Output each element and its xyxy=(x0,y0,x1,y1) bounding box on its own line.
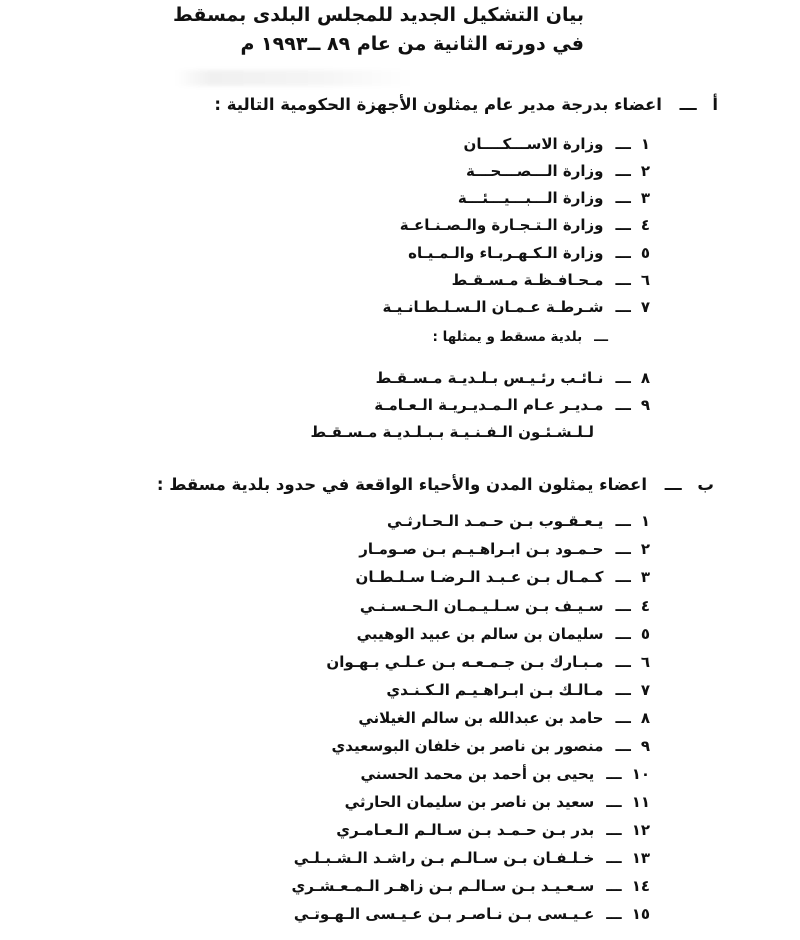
member-row xyxy=(360,597,650,615)
member-row xyxy=(326,653,650,671)
member-name: سعيد بن ناصر بن سليمان الحارثي xyxy=(344,793,595,811)
member-number: ١٢ xyxy=(631,821,650,839)
member-number: ١٠ xyxy=(631,765,650,783)
item-text: وزارة الـــصـــحـــة xyxy=(466,162,604,180)
dash: ـــ xyxy=(615,298,631,316)
member-name: مـبـارك بـن جـمـعـه بـن عـلـي بـهـوان xyxy=(326,653,604,671)
item-number: ٦ xyxy=(640,271,650,289)
member-name: حامد بن عبدالله بن سالم الغيلاني xyxy=(358,709,604,727)
dash: ـــ xyxy=(606,765,622,783)
member-row xyxy=(336,821,650,839)
dash: ـــ xyxy=(615,271,631,289)
member-number: ١٤ xyxy=(631,877,650,895)
member-row xyxy=(294,905,650,923)
item-text: وزارة الـتـجـارة والـصـنـاعـة xyxy=(399,216,604,234)
item-text: نـائـب رئـيـس بـلـديـة مـسـقـط xyxy=(375,369,604,387)
member-row xyxy=(356,568,650,586)
member-row xyxy=(332,737,650,755)
dash: ـــ xyxy=(615,540,631,558)
member-row xyxy=(359,540,650,558)
item-text: وزارة الـكـهـربـاء والـمـيـاه xyxy=(408,244,604,262)
member-row xyxy=(345,793,650,811)
member-number: ٣ xyxy=(640,568,650,586)
item-text: مـديـر عـام الـمـديـريـة الـعـامـة xyxy=(374,396,604,414)
member-name: سـعـيـد بـن سـالـم بـن زاهـر الـمـعـشـري xyxy=(291,877,595,895)
dash: ـــ xyxy=(615,681,631,699)
list-item xyxy=(400,216,650,234)
scan-smudge xyxy=(175,70,415,86)
member-name: يحيى بن أحمد بن محمد الحسني xyxy=(360,765,595,783)
dash: ـــ xyxy=(679,95,697,114)
member-name: سليمان بن سالم بن عبيد الوهيبي xyxy=(356,625,604,643)
list-item xyxy=(458,189,650,207)
member-row xyxy=(361,765,650,783)
section-a-heading-text: اعضاء بدرجة مدير عام يمثلون الأجهزة الحكومية التالية : xyxy=(214,95,662,114)
member-name: خـلـفـان بـن سـالـم بـن راشـد الـشـبـلـي xyxy=(293,849,595,867)
dash: ـــ xyxy=(615,653,631,671)
title-line-2: في دورته الثانية من عام ٨٩ ــ١٩٩٣ م xyxy=(240,33,584,55)
dash: ـــ xyxy=(615,737,631,755)
section-b-letter: ب xyxy=(697,475,714,494)
item-text: وزارة الاســـكــــان xyxy=(463,135,604,153)
dash: ـــ xyxy=(606,793,622,811)
member-name: كـمـال بـن عـبـد الـرضـا سـلـطـان xyxy=(355,568,604,586)
dash: ـــ xyxy=(606,877,622,895)
member-row xyxy=(387,512,650,530)
dash: ـــ xyxy=(615,135,631,153)
list-item xyxy=(382,298,650,316)
list-item xyxy=(466,162,650,180)
list-item xyxy=(452,271,650,289)
list-item xyxy=(464,135,650,153)
dash: ـــ xyxy=(664,475,682,494)
item-number: ١ xyxy=(640,135,650,153)
member-number: ٧ xyxy=(640,681,650,699)
dash: ـــ xyxy=(606,905,622,923)
member-number: ٨ xyxy=(640,709,650,727)
member-name: بدر بـن حـمـد بـن سـالـم الـعـامـري xyxy=(336,821,595,839)
item-number: ٢ xyxy=(640,162,650,180)
member-name: مـالـك بـن ابـراهـيـم الـكـنـدي xyxy=(386,681,604,699)
dash: ـــ xyxy=(606,849,622,867)
dash: ـــ xyxy=(615,597,631,615)
dash: ـــ xyxy=(615,512,631,530)
item-number: ٩ xyxy=(640,396,650,414)
member-number: ٢ xyxy=(640,540,650,558)
member-number: ٤ xyxy=(640,597,650,615)
list-item xyxy=(374,396,650,414)
section-a-heading xyxy=(214,95,718,114)
dash: ـــ xyxy=(594,329,608,345)
dash: ـــ xyxy=(615,396,631,414)
item-number: ٣ xyxy=(640,189,650,207)
member-number: ١٥ xyxy=(631,905,650,923)
member-name: سـيـف بـن سـلـيـمـان الـحـسـنـي xyxy=(359,597,604,615)
dash: ـــ xyxy=(606,821,622,839)
member-name: يـعـقـوب بـن حـمـد الـحـارثـي xyxy=(386,512,604,530)
dash: ـــ xyxy=(615,369,631,387)
dash: ـــ xyxy=(615,162,631,180)
member-number: ١ xyxy=(640,512,650,530)
member-row xyxy=(386,681,650,699)
municipality-label-text: بلدية مسقط و يمثلها : xyxy=(432,329,583,345)
dash: ـــ xyxy=(615,625,631,643)
dash: ـــ xyxy=(615,568,631,586)
member-number: ٥ xyxy=(640,625,650,643)
item-number: ٥ xyxy=(640,244,650,262)
list-item-continuation: لـلـشـئـون الـفـنـيـة بـبـلـديـة مـسـقـط xyxy=(310,423,594,441)
dash: ـــ xyxy=(615,244,631,262)
member-row xyxy=(358,709,650,727)
item-number: ٧ xyxy=(640,298,650,316)
item-text: مـحـافـظـة مـسـقـط xyxy=(451,271,604,289)
dash: ـــ xyxy=(615,709,631,727)
dash: ـــ xyxy=(615,189,631,207)
item-number: ٤ xyxy=(640,216,650,234)
member-number: ٩ xyxy=(640,737,650,755)
member-name: حـمـود بـن ابـراهـيـم بـن صـومـار xyxy=(359,540,604,558)
section-b-heading-text: اعضاء يمثلون المدن والأحياء الواقعة في حدود بلدية مسقط : xyxy=(156,475,647,494)
item-text: وزارة الـــبـــيـــئـــة xyxy=(457,189,604,207)
dash: ـــ xyxy=(615,216,631,234)
member-row xyxy=(357,625,650,643)
title-line-1: بيان التشكيل الجديد للمجلس البلدى بمسقط xyxy=(173,4,584,26)
member-row xyxy=(294,849,650,867)
item-text: شـرطـة عـمـان الـسـلـطـانـيـة xyxy=(382,298,604,316)
section-a-letter: أ xyxy=(712,95,718,114)
member-number: ٦ xyxy=(640,653,650,671)
member-name: منصور بن ناصر بن خلفان البوسعيدي xyxy=(331,737,604,755)
list-item xyxy=(376,369,650,387)
list-item xyxy=(408,244,650,262)
item-number: ٨ xyxy=(640,369,650,387)
member-number: ١١ xyxy=(631,793,650,811)
municipality-label xyxy=(433,329,618,345)
section-b-heading xyxy=(157,475,714,494)
member-row xyxy=(291,877,650,895)
member-name: عـيـسى بـن نـاصـر بـن عـيـسى الـهـوتـي xyxy=(293,905,595,923)
member-number: ١٣ xyxy=(631,849,650,867)
